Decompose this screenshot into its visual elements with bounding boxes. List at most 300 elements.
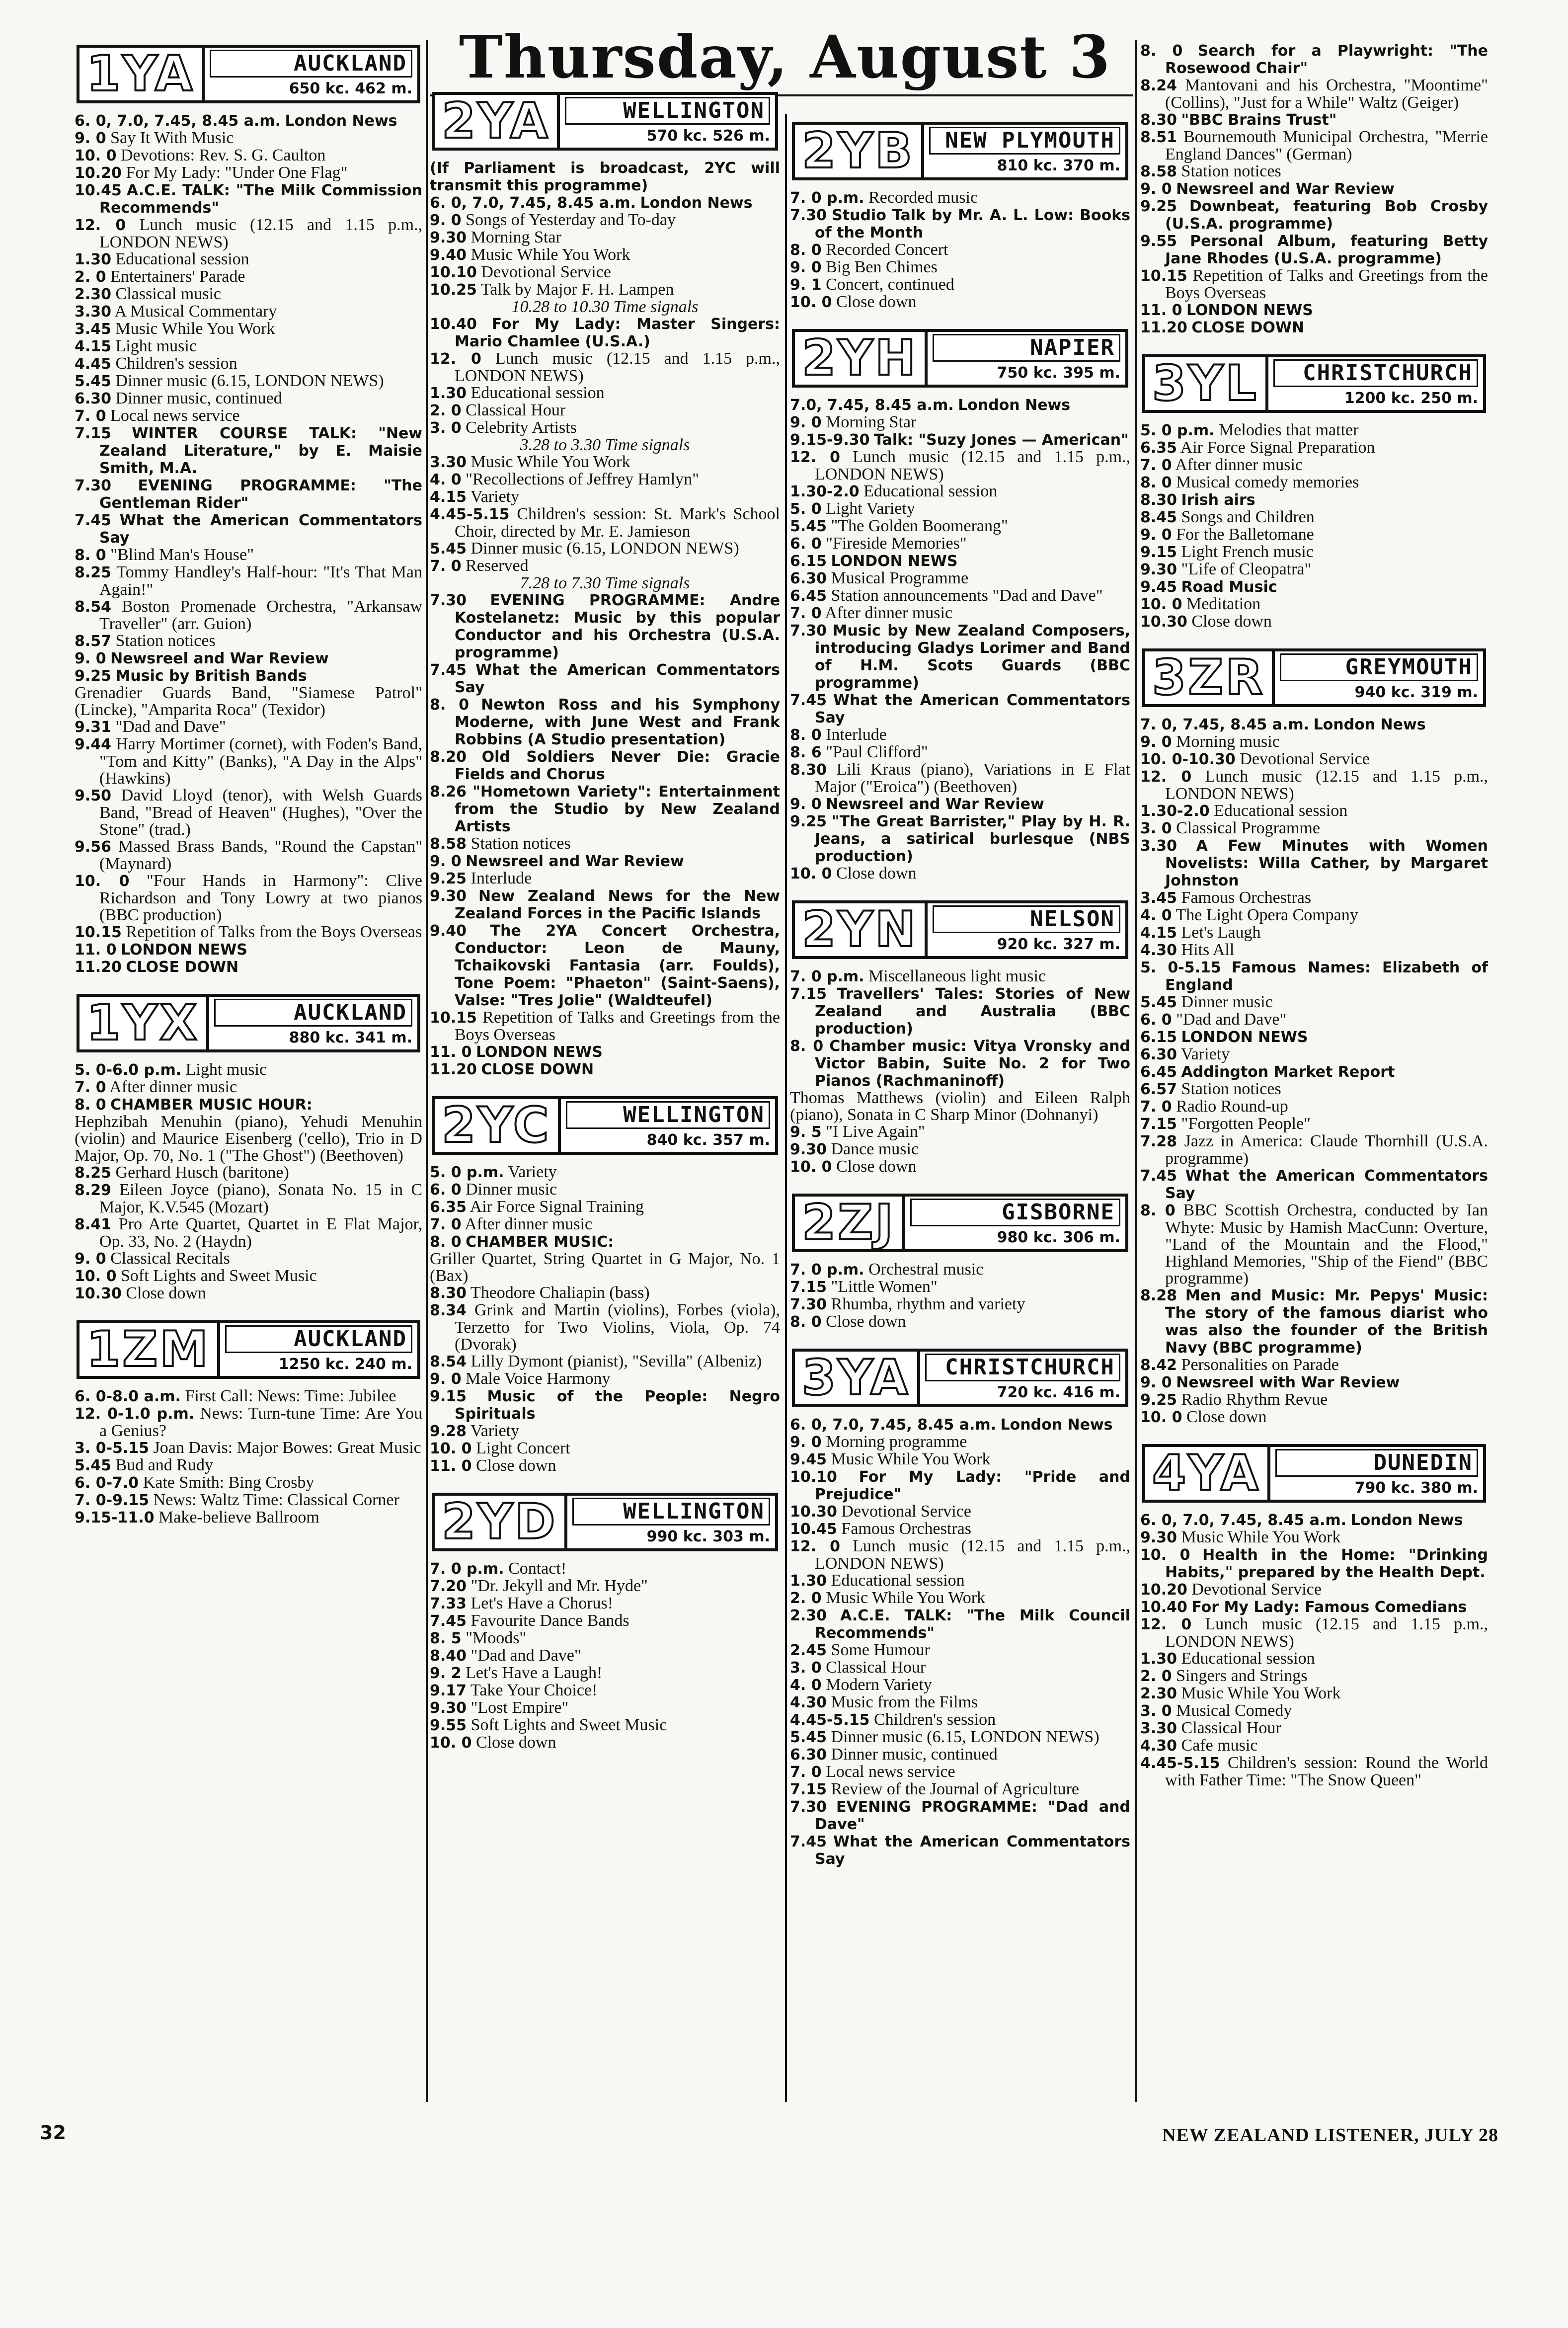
programme-entry	[430, 1440, 780, 1457]
entry-description: Close down	[475, 1456, 556, 1475]
entry-description: Mantovani and his Orchestra, "Moontime" (Collins), "Just for a While" Waltz (Geiger)	[1165, 76, 1488, 112]
entry-time: 10. 0	[790, 294, 832, 311]
station-call-sign: 2YH	[795, 332, 928, 385]
entry-time: 10.25	[430, 281, 477, 299]
entry-time: 9.55	[430, 1717, 467, 1734]
entry-description: After dinner music	[109, 1078, 237, 1096]
entry-description: Take Your Choice!	[470, 1681, 598, 1699]
programme-entry	[430, 1595, 780, 1612]
entry-time: 12. 0	[790, 449, 841, 466]
entry-time: 12. 0	[430, 350, 481, 368]
programme-entry	[790, 207, 1130, 241]
entry-description: Music While You Work	[115, 320, 275, 338]
entry-time: 9. 0	[1140, 733, 1172, 751]
programme-entry	[75, 924, 422, 941]
entry-description: A Few Minutes with Women Novelists: Willa Cather, by Margaret Johnston	[1165, 837, 1488, 889]
entry-description: Light French music	[1181, 543, 1314, 561]
programme-entry	[1140, 233, 1488, 267]
entry-description: Men and Music: Mr. Pepys' Music: The story of the famous diarist who was also the founder of the British Navy (BBC programme)	[1165, 1287, 1488, 1357]
programme-entry	[790, 813, 1130, 865]
entry-description: First Call: News: Time: Jubilee	[185, 1387, 396, 1405]
entry-time: 8.51	[1140, 129, 1177, 146]
programme-entry	[1140, 129, 1488, 163]
programme-entry	[1140, 111, 1488, 129]
programme-entry	[430, 1370, 780, 1388]
entry-description: Close down	[126, 1284, 206, 1302]
entry-time: 8.30	[790, 761, 827, 779]
entry-description: Classical music	[115, 285, 221, 303]
programme-entry	[790, 189, 1130, 207]
station-logo	[792, 1194, 1128, 1252]
programme-entry	[1140, 1737, 1488, 1755]
entry-time: 8.58	[430, 835, 467, 853]
entry-description: Downbeat, featuring Bob Crosby (U.S.A. programme)	[1165, 198, 1488, 233]
programme-entry	[75, 321, 422, 338]
entry-time: 8.25	[75, 564, 112, 581]
entry-description: Classical Programme	[1176, 819, 1320, 837]
programme-entry	[75, 959, 422, 976]
entry-time: 2. 0	[430, 402, 462, 419]
entry-description: Musical Programme	[831, 569, 969, 587]
entry-description: Music While You Work	[470, 245, 630, 264]
entry-time: 9.40	[430, 246, 467, 264]
programme-entry	[430, 853, 780, 870]
entry-description: EVENING PROGRAMME: "The Gentleman Rider"	[99, 477, 422, 512]
programme-entry	[1140, 1029, 1488, 1046]
entry-time: 9. 1	[790, 276, 822, 294]
entry-time: 7. 0	[790, 605, 822, 622]
programme-entry	[790, 1538, 1130, 1572]
entry-description: Devotional Service	[1240, 750, 1370, 768]
entry-time: 1.30	[1140, 1650, 1177, 1668]
entry-time: 10.30	[1140, 613, 1187, 631]
entry-description: Musical comedy memories	[1176, 473, 1359, 491]
entry-time: 9. 0	[430, 853, 462, 870]
entry-description: "Little Women"	[831, 1278, 938, 1296]
entry-description: Big Ben Chimes	[826, 258, 938, 276]
entry-description: Singers and Strings	[1176, 1667, 1308, 1685]
entry-description: Rhumba, rhythm and variety	[831, 1295, 1025, 1313]
programme-entry	[1140, 1650, 1488, 1668]
programme-entry	[1140, 319, 1488, 336]
entry-description: Classical Hour	[466, 401, 566, 419]
programme-entry	[1140, 457, 1488, 474]
programme-entry	[430, 454, 780, 471]
entry-description: London News	[640, 194, 753, 212]
entry-time: 7.20	[430, 1578, 467, 1595]
entry-time: 2. 0	[1140, 1668, 1172, 1685]
entry-description: Station notices	[470, 834, 571, 853]
entry-time: 1.30-2.0	[1140, 803, 1210, 820]
programme-entry	[790, 570, 1130, 587]
programme-entry	[75, 1114, 422, 1164]
entry-time: 10.40	[430, 316, 477, 333]
entry-time: 8.28	[1140, 1287, 1177, 1304]
entry-description: Famous Orchestras	[841, 1520, 971, 1538]
entry-time: 9. 0	[790, 259, 822, 276]
entry-time: 9.15-9.30	[790, 431, 870, 449]
entry-time: 1.30	[430, 385, 467, 402]
entry-description: Harry Mortimer (cornet), with Foden's Band, "Tom and Kitty" (Banks), "A Day in the Alps" (Hawkins)	[99, 735, 422, 788]
station-city: AUCKLAND	[225, 1325, 412, 1353]
entry-description: Lunch music (12.15 and 1.15 p.m., LONDON NEWS)	[815, 448, 1130, 483]
entry-description: Station notices	[115, 632, 216, 650]
column-2	[430, 92, 780, 2159]
programme-entry	[1140, 889, 1488, 907]
programme-entry	[790, 985, 1130, 1038]
entry-description: Kate Smith: Bing Crosby	[143, 1473, 314, 1492]
station-logo	[1142, 1444, 1486, 1503]
programme-entry	[75, 1061, 422, 1079]
entry-description: For My Lady: Famous Comedians	[1191, 1599, 1467, 1616]
programme-entry	[1140, 924, 1488, 942]
entry-description: "Fireside Memories"	[826, 534, 967, 553]
entry-time: 5. 0 p.m.	[1140, 422, 1215, 439]
programme-entry	[75, 685, 422, 719]
entry-time: 7.15	[790, 1279, 827, 1296]
entry-time: 6. 0, 7.0, 7.45, 8.45 a.m.	[430, 194, 636, 212]
entry-time: 11.20	[75, 959, 122, 976]
entry-time: 6.30	[790, 570, 827, 587]
programme-entry	[790, 500, 1130, 518]
entry-description: Entertainers' Parade	[110, 267, 245, 286]
entry-time: 1.30	[790, 1572, 827, 1590]
programme-entry	[75, 512, 422, 547]
entry-time: 9.55	[1140, 233, 1177, 250]
entry-description: Recorded Concert	[826, 241, 948, 259]
entry-description: Cafe music	[1181, 1736, 1258, 1755]
programme-entry	[1140, 716, 1488, 733]
station-info	[905, 1197, 1125, 1249]
entry-description: David Lloyd (tenor), with Welsh Guards Band, "Bread of Heaven" (Hughes), "Over the Stone" (trad.)	[99, 786, 422, 839]
entry-description: Morning Star	[826, 413, 917, 431]
entry-description: "Recollections of Jeffrey Hamlyn"	[466, 470, 700, 488]
entry-time: 9.25	[430, 870, 467, 887]
entry-time: 7.15	[790, 985, 827, 1003]
programme-entry	[1140, 1755, 1488, 1789]
entry-time: 9.45	[790, 1451, 827, 1468]
entry-time: 11. 0	[430, 1457, 472, 1475]
entry-description: Interlude	[470, 869, 532, 887]
entry-description: Joan Davis: Major Bowes: Great Music	[153, 1439, 421, 1457]
entry-time: 7. 0	[790, 1764, 822, 1781]
station-frequency: 750 kc. 395 m.	[997, 364, 1120, 382]
programme-entry	[1140, 163, 1488, 180]
programme-entry	[75, 1164, 422, 1182]
entry-time: 10.30	[790, 1503, 837, 1521]
entry-time: 11. 0	[430, 1044, 472, 1061]
entry-time: 10.15	[1140, 267, 1187, 285]
station-city: WELLINGTON	[565, 97, 770, 125]
station-info	[205, 48, 417, 100]
entry-description: Light music	[185, 1060, 267, 1079]
programme-entry	[75, 650, 422, 667]
entry-time: 7.15	[1140, 1116, 1177, 1133]
entry-description: Newton Ross and his Symphony Moderne, with June West and Frank Robbins (A Studio presentation)	[455, 696, 780, 748]
entry-time: 4.45	[75, 355, 112, 373]
entry-time: 9. 0	[1140, 180, 1172, 198]
entry-time: 8. 5	[430, 1630, 462, 1647]
entry-time: 7.33	[430, 1595, 467, 1612]
entry-description: Theodore Chaliapin (bass)	[470, 1284, 650, 1302]
programme-entry	[1140, 907, 1488, 924]
station-listing	[790, 900, 1130, 1176]
station-city: WELLINGTON	[572, 1498, 771, 1525]
station-call-sign: 3YL	[1145, 357, 1268, 410]
entry-time: 6.45	[790, 587, 827, 605]
entry-description: After dinner music	[465, 1215, 593, 1233]
column-1	[75, 45, 422, 2112]
programme-entry	[790, 1659, 1130, 1677]
entry-time: 4.15	[75, 338, 112, 355]
entry-time: 8.20	[430, 748, 467, 766]
entry-description: Modern Variety	[826, 1676, 932, 1694]
station-city: GISBORNE	[910, 1199, 1120, 1226]
entry-time: 7.15	[75, 425, 112, 442]
entry-time: 10. 0	[75, 1268, 117, 1285]
entry-time: 10.45	[75, 182, 122, 199]
entry-time: 9. 2	[430, 1665, 462, 1682]
entry-time: 3. 0	[430, 419, 462, 437]
entry-time: 8.40	[430, 1647, 467, 1665]
programme-entry	[1140, 302, 1488, 319]
programme-entry	[790, 622, 1130, 692]
entry-time: 9.50	[75, 787, 112, 804]
entry-time: 6.30	[75, 390, 112, 407]
entry-description: Bud and Rudy	[115, 1456, 213, 1474]
entry-description: Favourite Dance Bands	[470, 1611, 629, 1630]
entry-description: Hephzibah Menuhin (piano), Yehudi Menuhin (violin) and Maurice Eisenberg ('cello), Trio in D Major, Op. 70, No. 1 ("The Ghost") (Beethoven)	[75, 1113, 422, 1165]
station-city: GREYMOUTH	[1280, 653, 1478, 681]
entry-time: 11. 0	[75, 941, 117, 959]
station-info	[567, 1496, 776, 1548]
programme-entry	[430, 1665, 780, 1682]
entry-description: Irish airs	[1181, 491, 1255, 509]
entry-description: Lilly Dymont (pianist), "Sevilla" (Albeniz)	[470, 1352, 762, 1370]
programme-entry	[790, 518, 1130, 535]
entry-time: 6.57	[1140, 1081, 1177, 1098]
entry-time: 7. 0	[1140, 1098, 1172, 1116]
entry-time: 9. 0	[75, 130, 106, 147]
programme-entry	[1140, 1702, 1488, 1720]
station-info	[561, 1099, 775, 1152]
entry-description: Air Force Signal Preparation	[1180, 438, 1375, 457]
entry-description: Educational session	[1181, 1649, 1315, 1668]
station-city: NAPIER	[933, 334, 1120, 362]
programme-entry	[430, 1457, 780, 1475]
entry-time: 8. 0	[790, 1313, 822, 1331]
station-frequency: 720 kc. 416 m.	[997, 1384, 1120, 1401]
entry-time: 7.15	[790, 1781, 827, 1798]
entry-description: Songs and Children	[1181, 508, 1315, 526]
entry-description: For My Lady: "Under One Flag"	[126, 163, 348, 182]
entry-time: 10.45	[790, 1521, 837, 1538]
entry-time: 9.30	[430, 229, 467, 246]
programme-entry	[430, 1647, 780, 1665]
programme-entry	[1140, 942, 1488, 959]
programme-entry	[790, 1038, 1130, 1090]
entry-description: Personal Album, featuring Betty Jane Rhodes (U.S.A. programme)	[1165, 233, 1488, 267]
programme-entry	[430, 661, 780, 696]
programme-entry	[1140, 596, 1488, 613]
page-heading: Thursday, August 3	[459, 22, 1111, 91]
entry-description: The 2YA Concert Orchestra, Conductor: Leon de Mauny, Tchaikovski Fantasia (arr. Foulds), Tone Poem: "Phaeton" (Saint-Saens), Valse: "Tres Jolie" (Waldteufel)	[455, 922, 780, 1009]
programme-entry	[790, 1503, 1130, 1521]
programme-entry	[430, 1284, 780, 1302]
entry-time: 5. 0-5.15	[1140, 959, 1221, 976]
entry-time: 4. 0	[790, 1677, 822, 1694]
programme-entry	[75, 373, 422, 390]
programme-entry	[1140, 733, 1488, 751]
entry-description: For My Lady: Master Singers: Mario Chamlee (U.S.A.)	[455, 316, 780, 350]
entry-time: 11.20	[1140, 319, 1187, 336]
entry-time: 3. 0	[1140, 820, 1172, 837]
entry-time: 3. 0	[790, 1659, 822, 1677]
programme-entry	[790, 294, 1130, 311]
entry-description: Talk by Major F. H. Lampen	[480, 280, 674, 299]
entry-time: 7. 0 p.m.	[790, 189, 864, 207]
entry-description: After dinner music	[1175, 456, 1303, 474]
entry-time: 6.35	[1140, 439, 1177, 457]
station-info	[924, 125, 1125, 177]
entry-time: 8.30	[1140, 491, 1177, 509]
programme-entry	[790, 241, 1130, 259]
programme-entry	[430, 1630, 780, 1647]
entry-description: (If Parliament is broadcast, 2YC will transmit this programme)	[430, 160, 780, 194]
programme-entry	[1140, 180, 1488, 198]
entry-time: 8. 0	[1140, 1202, 1176, 1219]
station-city: CHRISTCHURCH	[925, 1354, 1120, 1381]
entry-time: 4.15	[430, 488, 467, 506]
entry-time: 10.40	[1140, 1599, 1187, 1616]
entry-description: London News	[285, 112, 397, 130]
entry-description: Dinner music, continued	[115, 389, 282, 407]
programme-entry	[1140, 1512, 1488, 1529]
entry-description: Music While You Work	[826, 1589, 986, 1607]
programme-entry	[790, 1642, 1130, 1659]
programme-entry	[430, 160, 780, 194]
station-frequency: 810 kc. 370 m.	[997, 157, 1120, 174]
entry-time: 4.45-5.15	[790, 1711, 870, 1729]
station-call-sign: 2ZJ	[795, 1197, 905, 1249]
entry-description: Lunch music (12.15 and 1.15 p.m., LONDON NEWS)	[455, 349, 780, 385]
entry-time: 7. 0	[75, 1079, 106, 1096]
entry-time: 10. 0	[1140, 1546, 1190, 1564]
programme-entry	[430, 385, 780, 402]
entry-description: Hits All	[1181, 941, 1235, 959]
programme-entry	[1140, 267, 1488, 302]
programme-entry	[790, 553, 1130, 570]
programme-entry	[75, 873, 422, 924]
entry-description: Newsreel and War Review	[826, 796, 1044, 813]
entry-time: 7.30	[430, 592, 467, 609]
entry-description: Let's Have a Chorus!	[470, 1594, 614, 1612]
station-info	[1270, 1447, 1483, 1500]
programme-entry	[430, 575, 780, 592]
entry-description: Concert, continued	[826, 275, 954, 294]
station-listing	[75, 1320, 422, 1526]
entry-time: 7.30	[790, 1296, 827, 1313]
entry-description: Travellers' Tales: Stories of New Zealand and Australia (BBC production)	[815, 985, 1130, 1038]
entry-description: Children's session: Round the World with Father Time: "The Snow Queen"	[1165, 1754, 1488, 1789]
programme-entry	[430, 748, 780, 783]
programme-entry	[790, 1279, 1130, 1296]
entry-time: 6. 0-7.0	[75, 1474, 139, 1492]
programme-entry	[430, 299, 780, 316]
entry-description: LONDON NEWS	[120, 941, 247, 959]
programme-entry	[430, 471, 780, 488]
entry-time: 8.58	[1140, 163, 1177, 180]
station-call-sign: 3YA	[795, 1352, 920, 1404]
entry-time: 5.45	[75, 373, 112, 390]
entry-time: 9. 0	[430, 1370, 462, 1388]
programme-entry	[790, 1729, 1130, 1746]
station-call-sign: 1ZM	[79, 1323, 220, 1376]
entry-description: News: Turn-tune Time: Are You a Genius?	[99, 1404, 422, 1440]
station-city: NELSON	[933, 905, 1120, 933]
programme-entry	[75, 1440, 422, 1457]
entry-time: 10. 0	[790, 1158, 832, 1176]
programme-entry	[1140, 1133, 1488, 1167]
entry-description: "The Golden Boomerang"	[831, 517, 1008, 535]
station-info	[928, 332, 1125, 385]
entry-description: Music While You Work	[470, 453, 630, 471]
entry-description: CLOSE DOWN	[481, 1061, 594, 1078]
entry-description: "Dr. Jekyll and Mr. Hyde"	[470, 1577, 648, 1595]
entry-description: Health in the Home: "Drinking Habits," prepared by the Health Dept.	[1165, 1546, 1488, 1581]
entry-description: London News	[1000, 1416, 1113, 1434]
programme-entry	[75, 130, 422, 147]
programme-entry	[430, 1044, 780, 1061]
entry-time: 9. 0	[430, 212, 462, 229]
entry-description: Classical Recitals	[110, 1249, 230, 1268]
entry-description: News: Waltz Time: Classical Corner	[153, 1491, 399, 1509]
entry-time: 3. 0-5.15	[75, 1440, 150, 1457]
programme-entry	[430, 1061, 780, 1078]
station-logo	[77, 45, 420, 103]
entry-description: Music of the People: Negro Spirituals	[455, 1388, 780, 1423]
programme-entry	[430, 1216, 780, 1233]
entry-time: 7.45	[75, 512, 112, 529]
entry-description: Variety	[508, 1163, 557, 1181]
programme-entry	[75, 633, 422, 650]
programme-entry	[75, 1405, 422, 1440]
programme-entry	[430, 194, 780, 212]
programme-entry	[790, 1746, 1130, 1764]
page-number: 32	[40, 2122, 66, 2144]
programme-entry	[790, 1711, 1130, 1729]
entry-time: 7.30	[790, 622, 827, 640]
column-4	[1140, 42, 1488, 2109]
programme-entry	[430, 1734, 780, 1752]
entry-description: Contact!	[508, 1559, 567, 1578]
programme-entry	[75, 251, 422, 268]
entry-time: 4.30	[790, 1694, 827, 1711]
entry-description: Dinner music (6.15, LONDON NEWS)	[831, 1728, 1099, 1746]
programme-entry	[790, 726, 1130, 744]
programme-entry	[790, 397, 1130, 414]
programme-entry	[1140, 959, 1488, 994]
entry-time: 10.20	[1140, 1581, 1187, 1599]
programme-entry	[790, 1158, 1130, 1176]
entry-description: What the American Commentators Say	[99, 512, 422, 547]
entry-description: Personalities on Parade	[1181, 1356, 1339, 1374]
station-listing	[1140, 1444, 1488, 1789]
programme-entry	[75, 1079, 422, 1096]
programme-entry	[75, 407, 422, 425]
programme-entry	[430, 922, 780, 1009]
programme-entry	[75, 1285, 422, 1302]
